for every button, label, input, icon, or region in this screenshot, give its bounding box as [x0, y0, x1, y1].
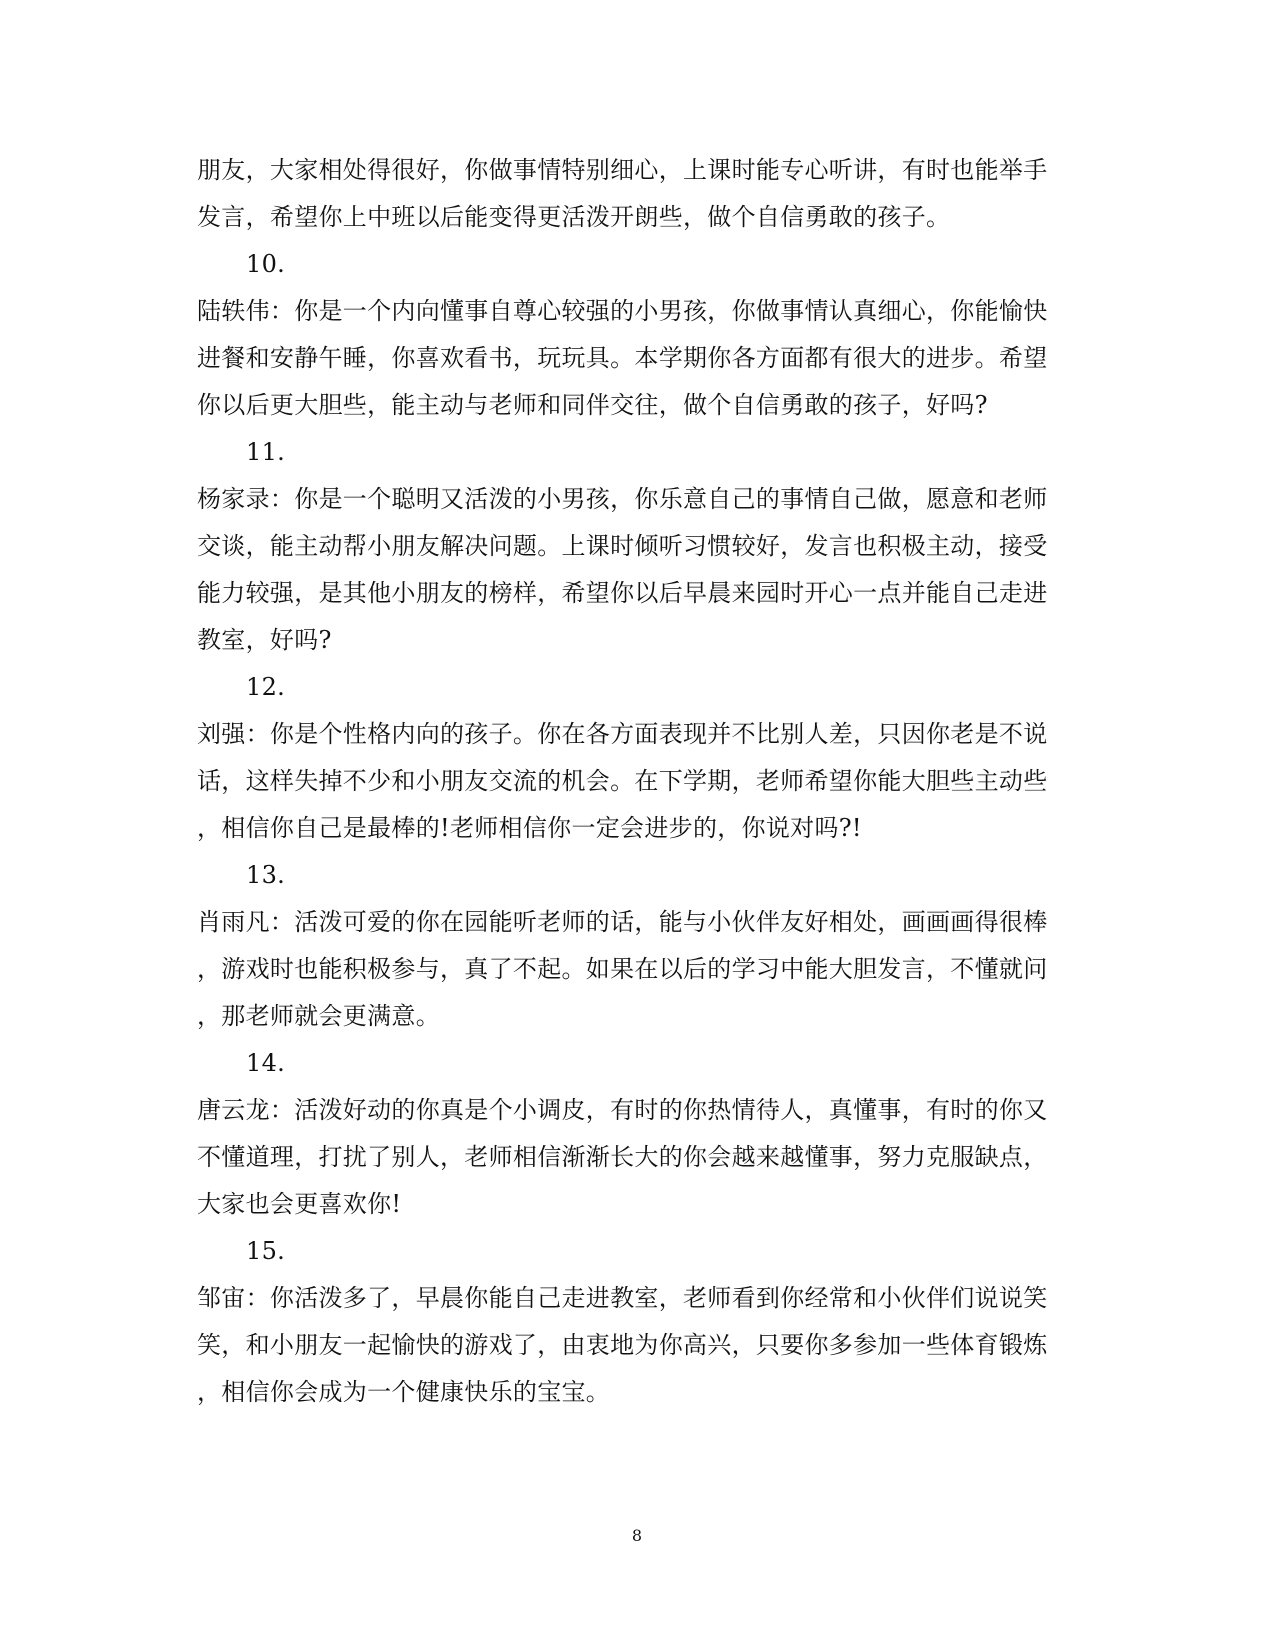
paragraph-line: 刘强：你是个性格内向的孩子。你在各方面表现并不比别人差，只因你老是不说	[197, 720, 1048, 748]
item-number: 10.	[246, 250, 286, 278]
paragraph-line: 肖雨凡：活泼可爱的你在园能听老师的话，能与小伙伴友好相处，画画画得很棒	[197, 908, 1048, 936]
paragraph-line: 交谈，能主动帮小朋友解决问题。上课时倾听习惯较好，发言也积极主动，接受	[197, 532, 1048, 560]
paragraph-line: 大家也会更喜欢你!	[197, 1190, 402, 1218]
paragraph-line: ，相信你会成为一个健康快乐的宝宝。	[197, 1378, 611, 1406]
paragraph-line: 不懂道理，打扰了别人，老师相信渐渐长大的你会越来越懂事，努力克服缺点，	[197, 1143, 1048, 1171]
paragraph-line: 邹宙：你活泼多了，早晨你能自己走进教室，老师看到你经常和小伙伴们说说笑	[197, 1284, 1048, 1312]
page-number: 8	[631, 1526, 643, 1545]
paragraph-line: 朋友，大家相处得很好，你做事情特别细心，上课时能专心听讲，有时也能举手	[197, 156, 1048, 184]
paragraph-line: ，游戏时也能积极参与，真了不起。如果在以后的学习中能大胆发言，不懂就问	[197, 955, 1048, 983]
paragraph-line: 话，这样失掉不少和小朋友交流的机会。在下学期，老师希望你能大胆些主动些	[197, 767, 1048, 795]
paragraph-line: 发言，希望你上中班以后能变得更活泼开朗些，做个自信勇敢的孩子。	[197, 203, 951, 231]
item-number: 14.	[246, 1049, 286, 1077]
paragraph-line: 教室，好吗?	[197, 626, 332, 654]
paragraph-line: 杨家录：你是一个聪明又活泼的小男孩，你乐意自己的事情自己做，愿意和老师	[197, 485, 1048, 513]
item-number: 11.	[246, 438, 286, 466]
item-number: 15.	[246, 1237, 286, 1265]
paragraph-line: 你以后更大胆些，能主动与老师和同伴交往，做个自信勇敢的孩子，好吗?	[197, 391, 988, 419]
item-number: 13.	[246, 861, 286, 889]
paragraph-line: ，相信你自己是最棒的!老师相信你一定会进步的，你说对吗?!	[197, 814, 862, 842]
paragraph-line: ，那老师就会更满意。	[197, 1002, 440, 1030]
item-number: 12.	[246, 673, 286, 701]
paragraph-line: 唐云龙：活泼好动的你真是个小调皮，有时的你热情待人，真懂事，有时的你又	[197, 1096, 1048, 1124]
paragraph-line: 进餐和安静午睡，你喜欢看书，玩玩具。本学期你各方面都有很大的进步。希望	[197, 344, 1048, 372]
paragraph-line: 能力较强，是其他小朋友的榜样，希望你以后早晨来园时开心一点并能自己走进	[197, 579, 1048, 607]
paragraph-line: 笑，和小朋友一起愉快的游戏了，由衷地为你高兴，只要你多参加一些体育锻炼	[197, 1331, 1048, 1359]
paragraph-line: 陆轶伟：你是一个内向懂事自尊心较强的小男孩，你做事情认真细心，你能愉快	[197, 297, 1048, 325]
